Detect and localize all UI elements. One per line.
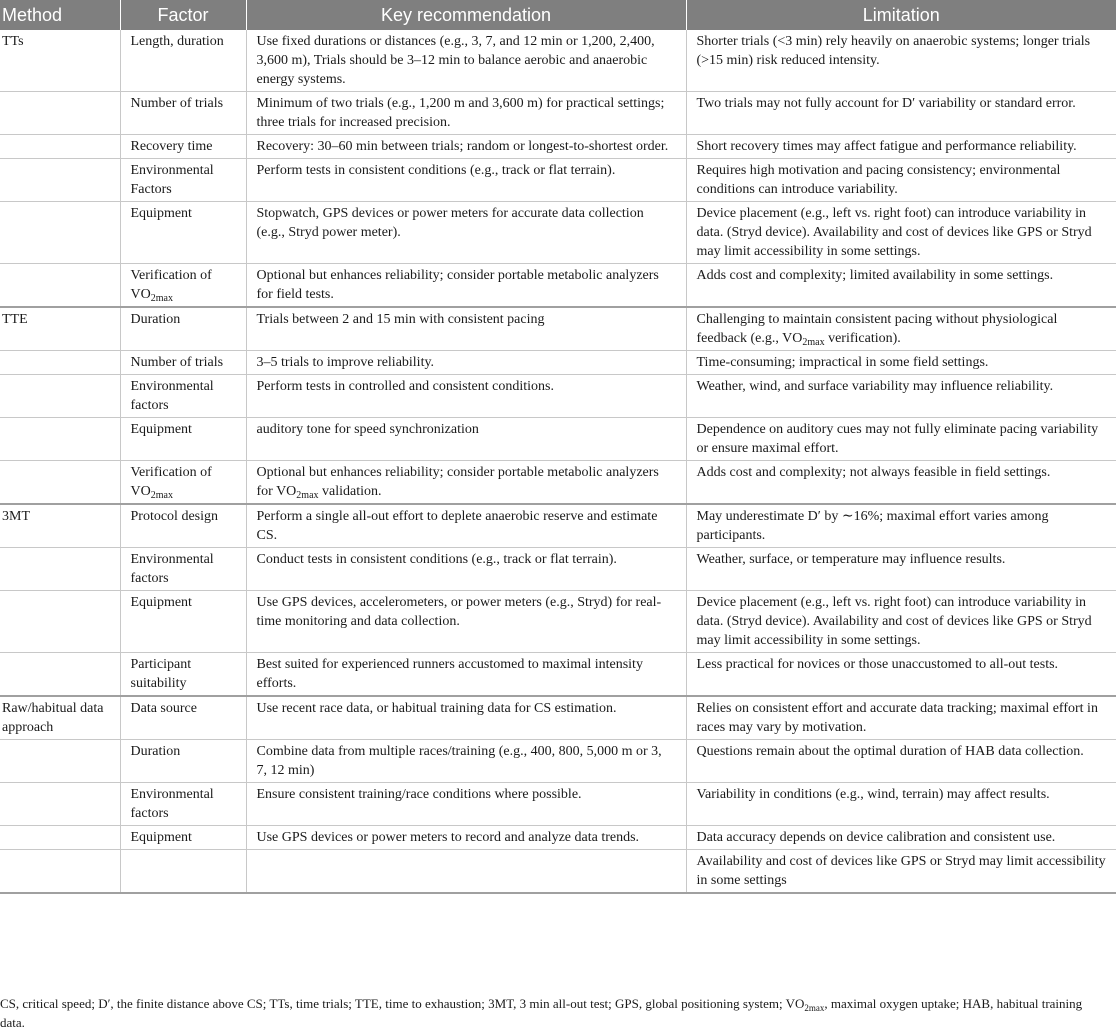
factor-cell: Data source [120,696,246,740]
recommendation-cell: Use GPS devices or power meters to record and analyze data trends. [246,826,686,850]
recommendation-cell [246,850,686,894]
factor-cell [120,850,246,894]
limitation-cell: Availability and cost of devices like GPS or Stryd may limit accessibility in some settings [686,850,1116,894]
factor-cell: Equipment [120,418,246,461]
recommendation-cell: Optional but enhances reliability; consider portable metabolic analyzers for field tests. [246,264,686,308]
factor-cell: Participant suitability [120,653,246,697]
table-row [0,202,1116,264]
table-header [0,0,1116,30]
recommendation-cell: Trials between 2 and 15 min with consistent pacing [246,307,686,351]
limitation-cell: Dependence on auditory cues may not fully eliminate pacing variability or ensure maximal effort. [686,418,1116,461]
recommendation-cell: Use fixed durations or distances (e.g., 3, 7, and 12 min or 1,200, 2,400, 3,600 m), Trials should be 3–12 min to balance aerobic and anaerobic energy systems. [246,30,686,92]
method-cell [0,826,120,850]
limitation-cell: Weather, surface, or temperature may influence results. [686,548,1116,591]
method-cell: TTE [0,307,120,351]
factor-cell: Number of trials [120,351,246,375]
table-row [0,135,1116,159]
factor-cell: Environmental factors [120,548,246,591]
method-cell [0,740,120,783]
table-body [0,30,1116,893]
limitation-cell: Time-consuming; impractical in some field settings. [686,351,1116,375]
table-row [0,418,1116,461]
recommendation-cell: Combine data from multiple races/training (e.g., 400, 800, 5,000 m or 3, 7, 12 min) [246,740,686,783]
header-method: Method [0,0,120,30]
recommendation-cell: Recovery: 30–60 min between trials; random or longest-to-shortest order. [246,135,686,159]
table-row [0,375,1116,418]
factor-cell: Recovery time [120,135,246,159]
method-cell: Raw/habitual data approach [0,696,120,740]
recommendation-cell: Stopwatch, GPS devices or power meters for accurate data collection (e.g., Stryd power meter). [246,202,686,264]
table-row [0,264,1116,308]
method-cell [0,264,120,308]
table-row [0,740,1116,783]
limitation-cell: Shorter trials (<3 min) rely heavily on anaerobic systems; longer trials (>15 min) risk reduced intensity. [686,30,1116,92]
table-row [0,159,1116,202]
table-footnote: CS, critical speed; D′, the finite distance above CS; TTs, time trials; TTE, time to exhaustion; 3MT, 3 min all-out test; GPS, global positioning system; $VO_{2max}$, maximal oxygen uptake; HAB, habitual training data. [0,996,1083,1030]
factor-cell: Environmental factors [120,375,246,418]
method-cell [0,461,120,505]
factor-cell: Length, duration [120,30,246,92]
limitation-cell: Weather, wind, and surface variability may influence reliability. [686,375,1116,418]
limitation-cell: Relies on consistent effort and accurate data tracking; maximal effort in races may vary by motivation. [686,696,1116,740]
method-cell [0,202,120,264]
method-cell [0,418,120,461]
table-row [0,850,1116,894]
factor-cell: Protocol design [120,504,246,548]
factor-cell: Number of trials [120,92,246,135]
method-cell [0,548,120,591]
header-limitation: Limitation [686,0,1116,30]
method-cell [0,375,120,418]
limitation-cell: Less practical for novices or those unaccustomed to all-out tests. [686,653,1116,697]
table-row [0,696,1116,740]
method-cell: TTs [0,30,120,92]
recommendation-cell: Perform tests in consistent conditions (e.g., track or flat terrain). [246,159,686,202]
method-cell [0,92,120,135]
method-cell [0,135,120,159]
limitation-cell: May underestimate D′ by ∼16%; maximal effort varies among participants. [686,504,1116,548]
factor-cell: Environmental factors [120,783,246,826]
method-cell [0,850,120,894]
factor-cell: Environmental Factors [120,159,246,202]
limitation-cell: Variability in conditions (e.g., wind, terrain) may affect results. [686,783,1116,826]
table-row [0,461,1116,505]
method-cell [0,159,120,202]
method-cell [0,783,120,826]
limitation-cell: Two trials may not fully account for D′ variability or standard error. [686,92,1116,135]
method-cell [0,653,120,697]
recommendation-cell: Minimum of two trials (e.g., 1,200 m and 3,600 m) for practical settings; three trials for increased precision. [246,92,686,135]
factor-cell: Equipment [120,591,246,653]
method-cell [0,591,120,653]
recommendation-cell: Use GPS devices, accelerometers, or power meters (e.g., Stryd) for real-time monitoring and data collection. [246,591,686,653]
recommendation-cell: Use recent race data, or habitual training data for CS estimation. [246,696,686,740]
method-cell [0,351,120,375]
factor-cell: Equipment [120,826,246,850]
limitation-cell: Short recovery times may affect fatigue and performance reliability. [686,135,1116,159]
recommendation-cell: Perform a single all-out effort to deplete anaerobic reserve and estimate CS. [246,504,686,548]
recommendation-cell: Best suited for experienced runners accustomed to maximal intensity efforts. [246,653,686,697]
header-recommendation: Key recommendation [246,0,686,30]
factor-cell: Duration [120,740,246,783]
factor-cell: Verification of $VO_{2max}$ [120,461,246,505]
table-row [0,504,1116,548]
table-row [0,307,1116,351]
limitation-cell: Requires high motivation and pacing consistency; environmental conditions can introduce variability. [686,159,1116,202]
recommendation-cell: Perform tests in controlled and consistent conditions. [246,375,686,418]
limitation-cell: Adds cost and complexity; not always feasible in field settings. [686,461,1116,505]
table-row [0,351,1116,375]
factor-cell: Duration [120,307,246,351]
table-row [0,783,1116,826]
header-factor: Factor [120,0,246,30]
recommendation-cell: Conduct tests in consistent conditions (e.g., track or flat terrain). [246,548,686,591]
factor-cell: Equipment [120,202,246,264]
limitation-cell: Questions remain about the optimal duration of HAB data collection. [686,740,1116,783]
table-row [0,548,1116,591]
recommendation-cell: 3–5 trials to improve reliability. [246,351,686,375]
table-row [0,30,1116,92]
factor-cell: Verification of $VO_{2max}$ [120,264,246,308]
table-row [0,591,1116,653]
limitation-cell: Device placement (e.g., left vs. right foot) can introduce variability in data. (Stryd device). Availability and cost of devices like GPS or Stryd may limit accessibility in some settings. [686,591,1116,653]
recommendation-cell: Ensure consistent training/race conditions where possible. [246,783,686,826]
limitation-cell: Challenging to maintain consistent pacing without physiological feedback (e.g., $VO_{2max}$ verification). [686,307,1116,351]
method-cell: 3MT [0,504,120,548]
limitation-cell: Device placement (e.g., left vs. right foot) can introduce variability in data. (Stryd device). Availability and cost of devices like GPS or Stryd may limit accessibility in some settings. [686,202,1116,264]
table-row [0,653,1116,697]
table-row [0,92,1116,135]
recommendation-cell: Optional but enhances reliability; consider portable metabolic analyzers for $VO_{2max}$ validation. [246,461,686,505]
table-row [0,826,1116,850]
limitation-cell: Adds cost and complexity; limited availability in some settings. [686,264,1116,308]
recommendation-cell: auditory tone for speed synchronization [246,418,686,461]
limitation-cell: Data accuracy depends on device calibration and consistent use. [686,826,1116,850]
